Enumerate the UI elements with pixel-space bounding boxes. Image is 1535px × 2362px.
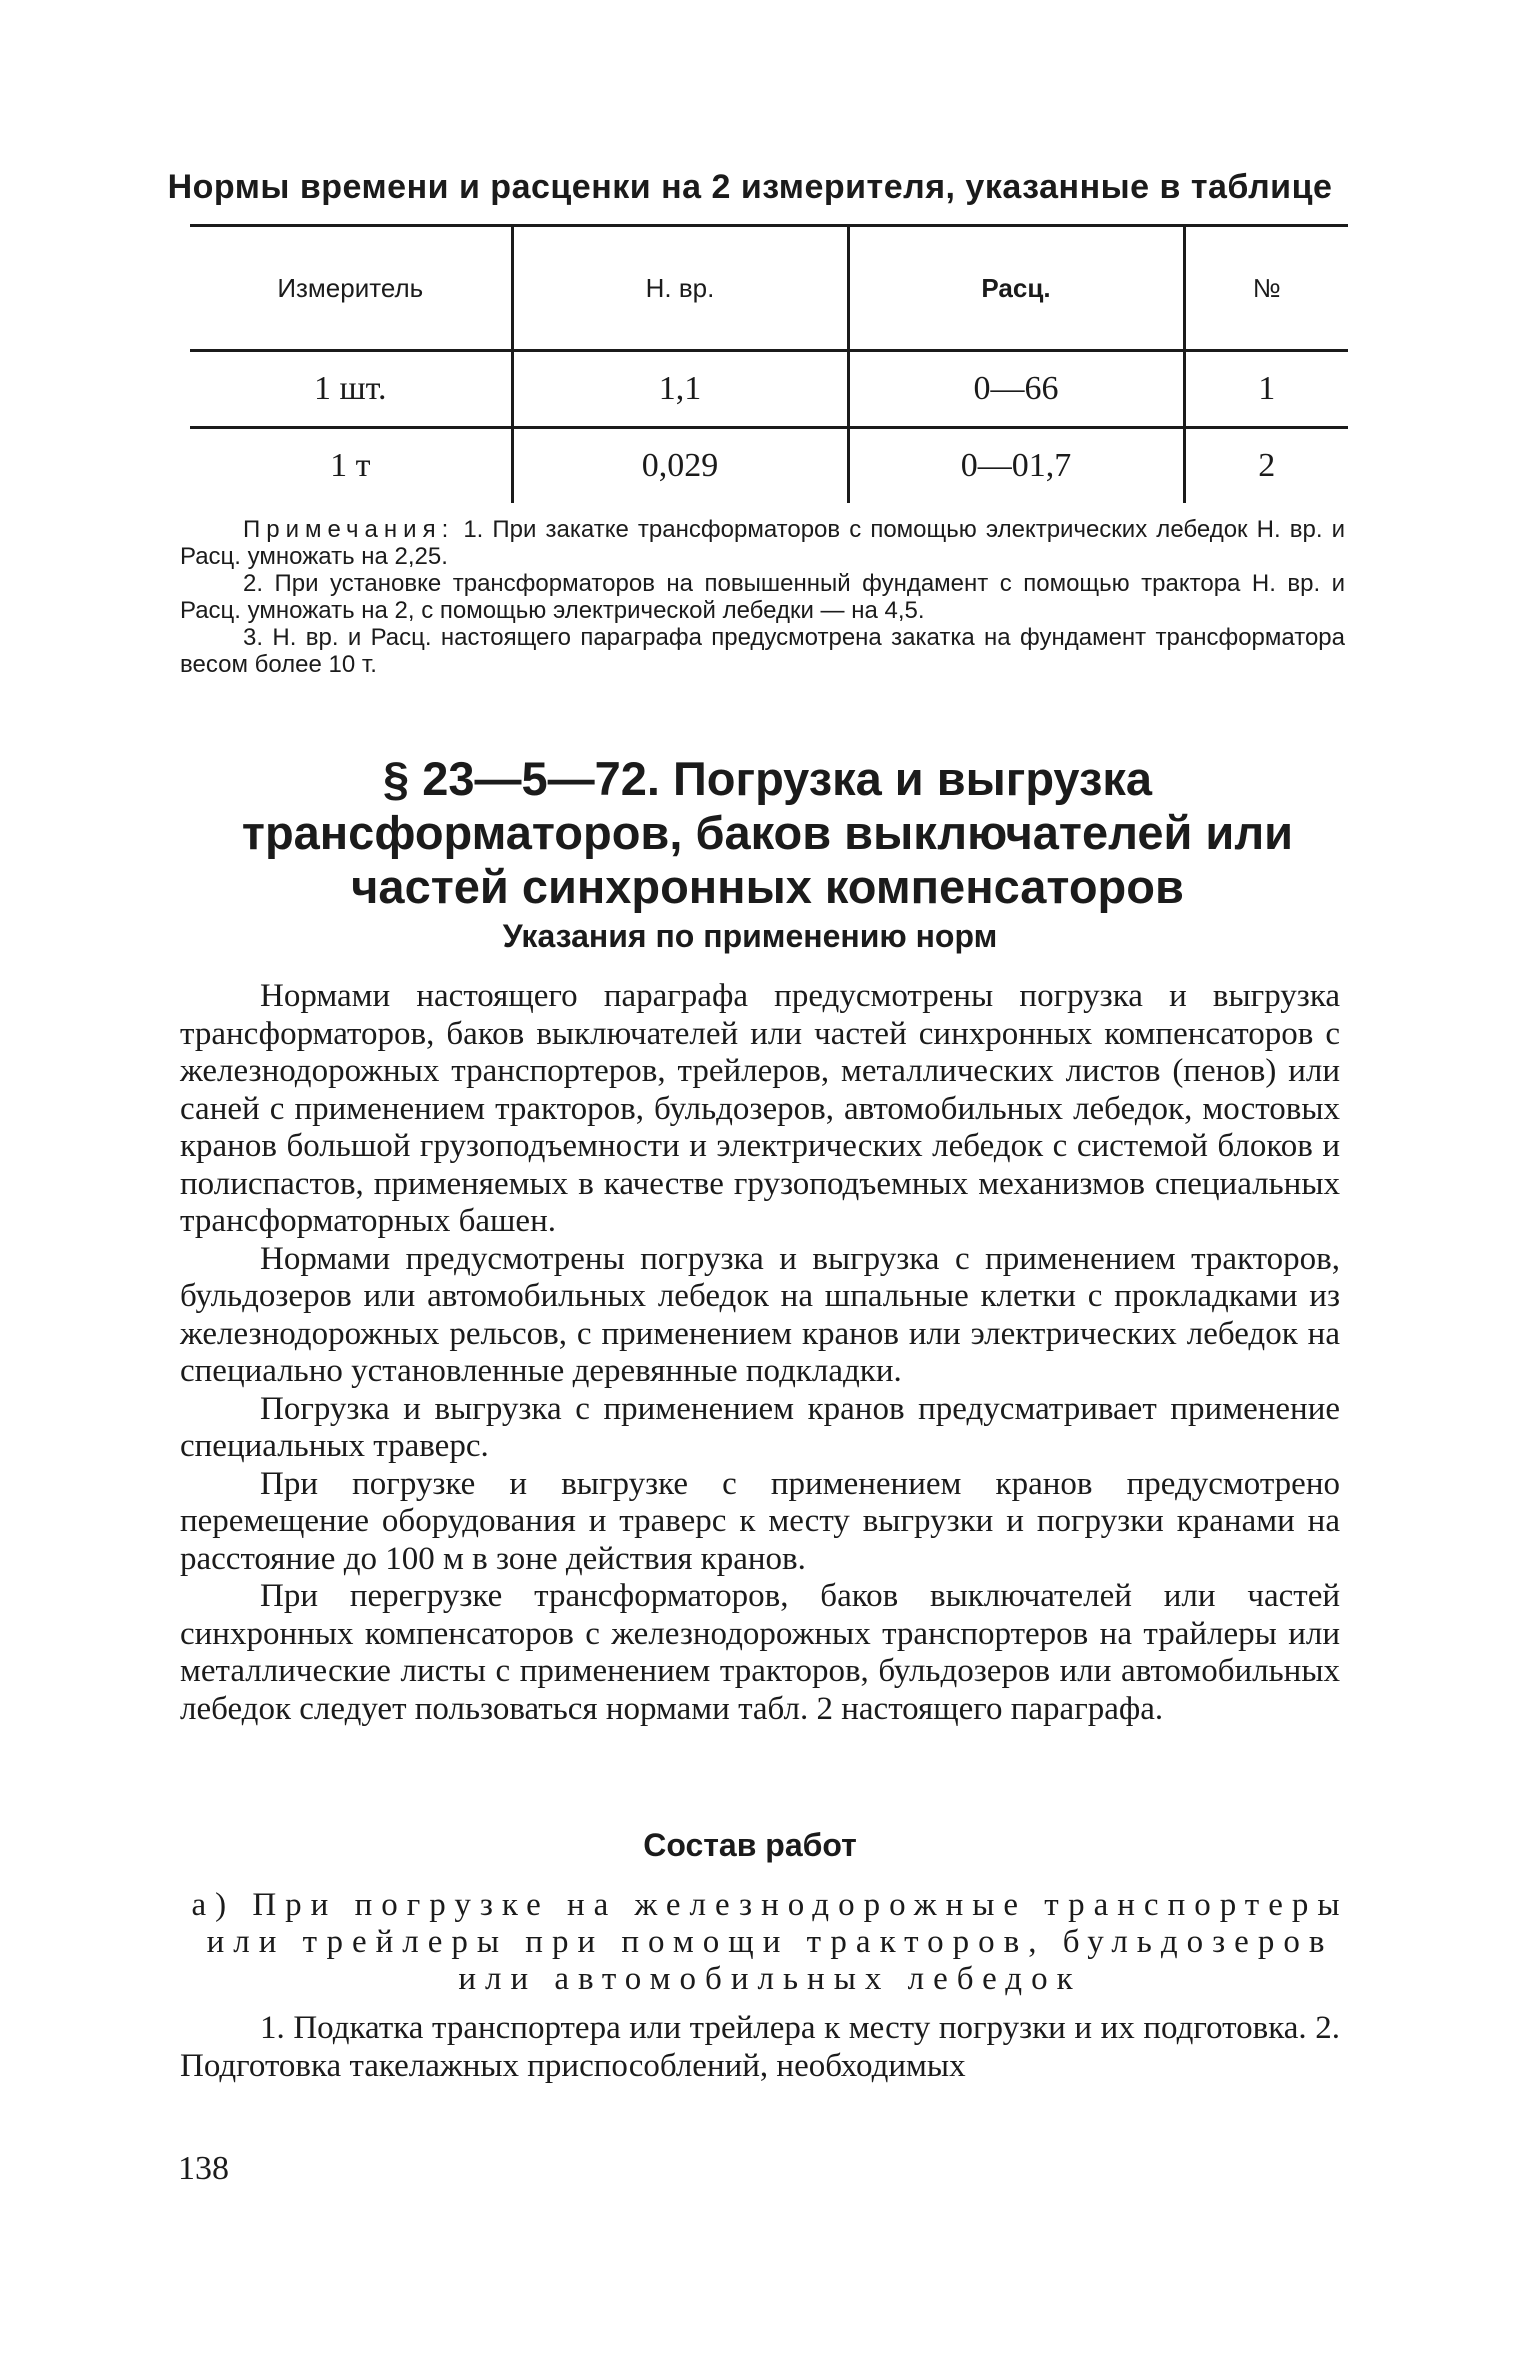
note-2: 2. При установке трансформаторов на повышенный фундамент с помощью трактора Н. вр. и Расц. умножать на 2, с помощью электрической лебедки — на 4,5. bbox=[180, 570, 1345, 624]
note-3: 3. Н. вр. и Расц. настоящего параграфа предусмотрена закатка на фундамент трансформатора весом более 10 т. bbox=[180, 624, 1345, 678]
section-title: § 23—5—72. Погрузка и выгрузка трансформаторов, баков выключателей или частей синхронных компенсаторов bbox=[241, 752, 1294, 913]
table-cell: 0—66 bbox=[848, 351, 1184, 428]
table-cell: 1,1 bbox=[512, 351, 848, 428]
work-heading: Состав работ bbox=[643, 1827, 857, 1863]
guidance-heading: Указания по применению норм bbox=[502, 918, 998, 954]
table-title: Нормы времени и расценки на 2 измерителя, указанные в таблице bbox=[167, 168, 1333, 206]
paragraph: Нормами настоящего параграфа предусмотрены погрузка и выгрузка трансформаторов, баков выключателей или частей синхронных компенсаторов с железнодорожных транспортеров, трейлеров, металлических листов (пенов) или саней с применением тракторов, бульдозеров, автомобильных лебедок, мостовых кранов большой грузоподъемности и электрических лебедок с системой блоков и полиспастов, применяемых в качестве грузоподъемных механизмов специальных трансформаторных башен. bbox=[180, 978, 1340, 1239]
page-number: 138 bbox=[178, 2150, 229, 2187]
header-measure: Измеритель bbox=[190, 226, 512, 351]
paragraph: При погрузке и выгрузке с применением кранов предусмотрено перемещение оборудования и траверс к месту выгрузки и погрузки кранами на расстояние до 100 м в зоне действия кранов. bbox=[180, 1465, 1340, 1577]
header-rate: Расц. bbox=[848, 226, 1184, 351]
subsection-a-title: а) При погрузке на железнодорожные транспортеры или трейлеры при помощи тракторов, бульдозеров или автомобильных лебедок bbox=[191, 1887, 1349, 1997]
note-1 bbox=[180, 516, 1345, 570]
table-cell: 2 bbox=[1184, 428, 1348, 504]
table-row bbox=[190, 428, 1348, 504]
table-notes bbox=[180, 516, 1345, 678]
notes-label: Примечания: bbox=[243, 516, 455, 543]
norms-table bbox=[190, 224, 1348, 503]
table-cell: 1 шт. bbox=[190, 351, 512, 428]
guidance-body bbox=[180, 978, 1340, 1728]
table-header-row bbox=[190, 226, 1348, 351]
table-cell: 0,029 bbox=[512, 428, 848, 504]
table-cell: 1 bbox=[1184, 351, 1348, 428]
header-time-norm: Н. вр. bbox=[512, 226, 848, 351]
paragraph: При перегрузке трансформаторов, баков выключателей или частей синхронных компенсаторов с железнодорожных транспортеров на трайлеры или металлические листы с применением тракторов, бульдозеров или автомобильных лебедок следует пользоваться нормами табл. 2 настоящего параграфа. bbox=[180, 1578, 1340, 1727]
table-row bbox=[190, 351, 1348, 428]
work-body bbox=[180, 2010, 1340, 2085]
paragraph: Погрузка и выгрузка с применением кранов предусматривает применение специальных траверс. bbox=[180, 1390, 1340, 1464]
table-cell: 1 т bbox=[330, 447, 371, 484]
note-text: 1. При закатке трансформаторов с помощью электрических лебедок Н. вр. и Расц. умножать на 2,25. bbox=[180, 516, 1345, 570]
paragraph: Нормами предусмотрены погрузка и выгрузка с применением тракторов, бульдозеров или автомобильных лебедок на шпальные клетки с прокладками из железнодорожных рельсов, с применением кранов или электрических лебедок на специально установленные деревянные подкладки. bbox=[180, 1240, 1340, 1389]
table-cell: 0—01,7 bbox=[848, 428, 1184, 504]
header-number: № bbox=[1184, 226, 1348, 351]
paragraph: 1. Подкатка транспортера или трейлера к месту погрузки и их подготовка. 2. Подготовка такелажных приспособлений, необходимых bbox=[180, 2010, 1340, 2084]
